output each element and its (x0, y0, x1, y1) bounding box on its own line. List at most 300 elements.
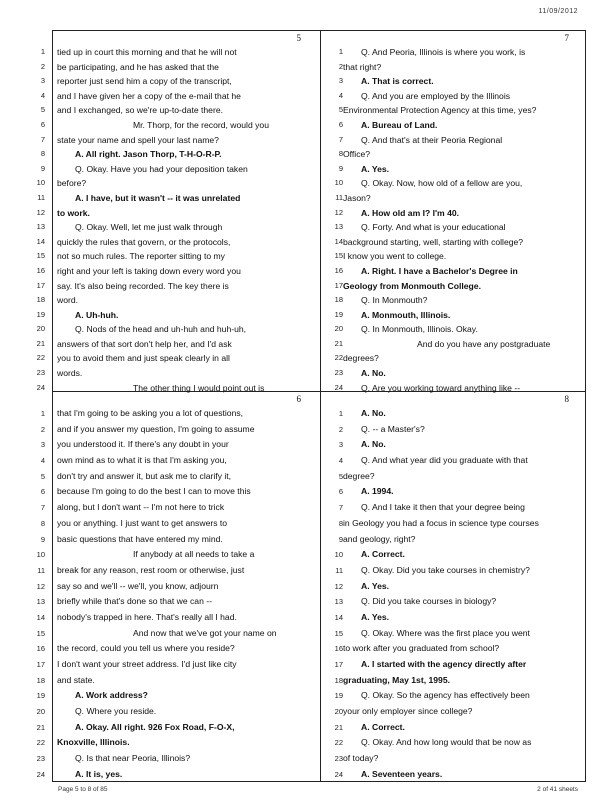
transcript-line (36, 279, 319, 294)
transcript-line (321, 176, 587, 191)
transcript-line (36, 337, 319, 352)
line-text: A. Bureau of Land. (361, 119, 438, 130)
transcript-line (40, 532, 319, 548)
line-number: 2 (40, 61, 45, 71)
line-number: 5 (338, 105, 343, 115)
transcript-line (321, 579, 587, 595)
line-text: A. Yes. (361, 611, 390, 622)
line-number: 10 (36, 178, 45, 188)
line-text: Q. Okay. Well, let me just walk through (75, 222, 223, 233)
transcript-line (321, 366, 587, 381)
line-text: Q. Okay. So the agency has effectively been (361, 690, 530, 701)
line-number: 4 (338, 456, 343, 466)
transcript-line (321, 657, 587, 673)
line-number: 13 (334, 597, 343, 607)
date-stamp: 11/09/2012 (538, 8, 578, 15)
line-number: 10 (334, 550, 343, 560)
page-lines (321, 406, 587, 783)
line-text: not so much rules. The reporter sitting to my (57, 251, 225, 262)
line-number: 21 (334, 338, 343, 348)
transcript-line (36, 235, 319, 250)
line-number: 10 (334, 178, 343, 188)
line-number: 14 (36, 612, 45, 622)
line-number: 5 (338, 471, 343, 481)
line-text: of today? (343, 753, 379, 764)
line-text: A. It is, yes. (75, 768, 123, 779)
line-text: to work after you graduated from school? (343, 643, 500, 654)
line-number: 6 (40, 487, 45, 497)
transcript-line (321, 249, 587, 264)
line-number: 9 (338, 534, 343, 544)
line-text: Q. Okay. Where was the first place you went (361, 627, 530, 638)
transcript-line (36, 641, 319, 657)
line-number: 5 (40, 105, 45, 115)
line-number: 12 (334, 207, 343, 217)
line-number: 6 (338, 119, 343, 129)
transcript-line (40, 45, 319, 60)
transcript-line (36, 657, 319, 673)
transcript-line (321, 688, 587, 704)
transcript-line (37, 563, 319, 579)
line-number: 2 (40, 424, 45, 434)
transcript-line (321, 60, 587, 75)
line-text: A. How old am I? I'm 40. (361, 207, 460, 218)
line-text: A. Yes. (361, 163, 390, 174)
transcript-line (36, 704, 319, 720)
transcript-line (321, 437, 587, 453)
transcript-line (321, 547, 587, 563)
transcript-line (36, 579, 319, 595)
line-number: 8 (338, 518, 343, 528)
line-text: briefly while that's done so that we can -- (57, 596, 212, 607)
line-number: 13 (36, 597, 45, 607)
line-text: Q. Where you reside. (75, 706, 157, 717)
line-text: your only employer since college? (343, 706, 473, 717)
line-number: 9 (40, 534, 45, 544)
line-text: Q. Forty. And what is your educational (361, 222, 506, 233)
transcript-line (321, 206, 587, 221)
transcript-line (36, 688, 319, 704)
line-number: 6 (40, 119, 45, 129)
line-number: 24 (334, 382, 343, 392)
line-text: say. It's also being recorded. The key there is (57, 280, 229, 291)
line-text: Q. And you are employed by the Illinois (361, 90, 511, 101)
line-text: Knoxville, Illinois. (57, 737, 130, 748)
page-number: 6 (296, 394, 301, 404)
line-number: 14 (334, 236, 343, 246)
line-text: A. All right. Jason Thorp, T-H-O-R-P. (75, 149, 222, 160)
line-number: 8 (338, 149, 343, 159)
line-text: Q. And I take it then that your degree being (361, 502, 525, 513)
transcript-line (40, 74, 319, 89)
transcript-line (321, 308, 587, 323)
line-text: Q. And Peoria, Illinois is where you work, is (361, 47, 526, 57)
line-number: 22 (334, 738, 343, 748)
transcript-line (40, 437, 319, 453)
line-text: Q. Are you working toward anything like -- (361, 382, 521, 393)
line-text: state your name and spell your last name? (57, 134, 219, 145)
line-number: 7 (40, 134, 45, 144)
transcript-line (40, 406, 319, 422)
transcript-line (40, 453, 319, 469)
line-number: 4 (40, 90, 45, 100)
line-text: Q. Did you take courses in biology? (361, 596, 497, 607)
transcript-line (40, 469, 319, 485)
line-number: 21 (36, 338, 45, 348)
line-text: Jason? (343, 192, 371, 203)
line-number: 23 (36, 754, 45, 764)
line-text: A. That is correct. (361, 76, 434, 87)
line-text: that right? (343, 61, 382, 72)
line-number: 12 (36, 581, 45, 591)
line-text: and geology, right? (343, 533, 416, 544)
line-number: 19 (36, 309, 45, 319)
line-number: 21 (36, 722, 45, 732)
line-number: 14 (334, 612, 343, 622)
line-number: 17 (334, 660, 343, 669)
transcript-line (36, 673, 319, 689)
transcript-line (36, 547, 319, 563)
transcript-line (321, 133, 587, 148)
transcript-line (321, 118, 587, 133)
transcript-line (321, 767, 587, 783)
line-text: and state. (57, 674, 95, 685)
line-number: 13 (334, 222, 343, 232)
transcript-line (36, 322, 319, 337)
line-number: 3 (40, 440, 45, 450)
line-number: 1 (338, 409, 343, 418)
line-text: nobody's trapped in here. That's really all I had. (57, 611, 237, 622)
line-number: 24 (36, 382, 45, 392)
transcript-line (36, 720, 319, 736)
transcript-line (36, 610, 319, 626)
transcript-line (36, 351, 319, 366)
transcript-line (36, 767, 319, 783)
line-text: Q. In Monmouth? (361, 295, 428, 306)
transcript-line (321, 293, 587, 308)
transcript-line (321, 74, 587, 89)
line-text: and I exchanged, so we're up-to-date there. (57, 105, 223, 116)
transcript-line (36, 626, 319, 642)
line-number: 18 (334, 675, 343, 685)
transcript-line (321, 532, 587, 548)
transcript-line (40, 500, 319, 516)
transcript-line (321, 704, 587, 720)
line-text: A. Okay. All right. 926 Fox Road, F-O-X, (75, 721, 235, 732)
line-number: 7 (338, 503, 343, 513)
line-number: 19 (334, 691, 343, 701)
line-number: 22 (334, 353, 343, 363)
line-number: 1 (338, 47, 343, 56)
line-number: 2 (338, 61, 343, 71)
line-text: Q. Okay. Did you take courses in chemistry? (361, 564, 530, 575)
transcript-line (36, 264, 319, 279)
line-number: 9 (40, 163, 45, 173)
transcript-line (36, 308, 319, 323)
line-number: 11 (37, 565, 45, 575)
transcript-line (321, 45, 587, 60)
transcript-line (321, 220, 587, 235)
line-text: A. Uh-huh. (75, 309, 119, 320)
transcript-line (321, 720, 587, 736)
transcript-line (321, 162, 587, 177)
line-number: 16 (36, 265, 45, 275)
line-text: A. I started with the agency directly after (361, 659, 527, 669)
line-number: 22 (36, 353, 45, 363)
transcript-line (321, 264, 587, 279)
line-number: 11 (37, 192, 45, 202)
line-text: basic questions that have entered my mind. (57, 533, 223, 544)
transcript-line (37, 191, 319, 206)
line-number: 24 (36, 769, 45, 779)
line-text: Office? (343, 149, 371, 160)
transcript-line (321, 626, 587, 642)
line-number: 20 (334, 324, 343, 334)
line-text: before? (57, 178, 87, 189)
line-number: 4 (338, 90, 343, 100)
transcript-page-7 (321, 31, 587, 391)
transcript-line (321, 751, 587, 767)
transcript-line (321, 191, 587, 206)
line-text: graduating, May 1st, 1995. (343, 674, 450, 685)
transcript-page-6 (36, 392, 319, 782)
line-text: the record, could you tell us where you reside? (57, 643, 235, 654)
line-number: 19 (36, 691, 45, 701)
line-text: answers of that sort don't help her, and I'd ask (57, 338, 232, 349)
line-text: A. No. (361, 439, 386, 450)
line-number: 19 (334, 309, 343, 319)
line-text: A. I have, but it wasn't -- it was unrelated (75, 192, 241, 203)
transcript-line (36, 249, 319, 264)
page-lines (321, 45, 587, 395)
line-number: 14 (36, 236, 45, 246)
line-text: Q. Okay. Have you had your deposition taken (75, 163, 248, 174)
line-number: 15 (36, 628, 45, 638)
line-text: Mr. Thorp, for the record, would you (133, 119, 269, 130)
page-number: 8 (564, 394, 569, 404)
line-text: right and your left is taking down every word you (57, 265, 241, 276)
line-text: you to avoid them and just speak clearly in all (57, 353, 230, 364)
line-text: And do you have any postgraduate (417, 338, 551, 349)
transcript-line (321, 279, 587, 294)
page-number: 5 (296, 33, 301, 43)
line-text: Q. Okay. And how long would that be now as (361, 737, 532, 748)
transcript-line (40, 484, 319, 500)
line-number: 6 (338, 487, 343, 497)
transcript-line (321, 516, 587, 532)
transcript-line (321, 469, 587, 485)
transcript-grid (36, 30, 586, 782)
line-text: say so and we'll -- we'll, you know, adjourn (57, 580, 219, 591)
line-number: 11 (335, 565, 343, 575)
page-lines (36, 45, 319, 395)
line-number: 12 (334, 581, 343, 591)
line-text: Environmental Protection Agency at this time, yes? (343, 105, 537, 116)
line-number: 23 (334, 368, 343, 378)
line-number: 20 (334, 707, 343, 717)
line-text: along, but I don't want -- I'm not here to trick (57, 502, 225, 513)
line-number: 2 (338, 424, 343, 434)
line-text: to work. (57, 207, 90, 218)
line-number: 16 (36, 644, 45, 654)
transcript-line (321, 735, 587, 751)
line-number: 16 (334, 265, 343, 275)
line-text: I don't want your street address. I'd just like city (57, 659, 237, 669)
transcript-line (321, 103, 587, 118)
line-text: A. Yes. (361, 580, 390, 591)
line-number: 18 (36, 675, 45, 685)
line-text: and I have given her a copy of the e-mail that he (57, 90, 241, 101)
transcript-line (40, 162, 319, 177)
line-number: 15 (334, 628, 343, 638)
line-number: 20 (36, 324, 45, 334)
line-text: and if you answer my question, I'm going to assume (57, 423, 255, 434)
line-number: 7 (338, 134, 343, 144)
footer-sheet-count: 2 of 41 sheets (537, 786, 578, 793)
line-number: 3 (338, 440, 343, 450)
line-text: you or anything. I just want to get answers to (57, 517, 228, 528)
transcript-line (36, 366, 319, 381)
line-text: I know you went to college. (343, 251, 447, 262)
transcript-line (321, 641, 587, 657)
line-text: tied up in court this morning and that he will not (57, 47, 237, 57)
line-text: A. 1994. (361, 486, 394, 497)
line-text: Q. Nods of the head and uh-huh and huh-uh, (75, 324, 247, 335)
transcript-line (321, 89, 587, 104)
transcript-line (40, 147, 319, 162)
line-text: because I'm going to do the best I can to move this (57, 486, 251, 497)
line-text: word. (57, 295, 79, 306)
transcript-line (321, 484, 587, 500)
transcript-line (40, 103, 319, 118)
line-number: 10 (36, 550, 45, 560)
line-number: 22 (36, 738, 45, 748)
line-text: The other thing I would point out is (133, 382, 265, 393)
line-text: degrees? (343, 353, 379, 364)
line-text: Q. Okay. Now, how old of a fellow are you, (361, 178, 523, 189)
transcript-line (40, 89, 319, 104)
line-number: 13 (36, 222, 45, 232)
line-text: A. No. (361, 408, 386, 418)
transcript-line (36, 206, 319, 221)
transcript-line (321, 500, 587, 516)
line-text: And now that we've got your name on (133, 627, 277, 638)
transcript-line (321, 610, 587, 626)
line-text: Q. And that's at their Peoria Regional (361, 134, 503, 145)
transcript-line (40, 516, 319, 532)
line-number: 17 (334, 280, 343, 290)
line-text: background starting, well, starting with college? (343, 236, 524, 247)
transcript-line (321, 322, 587, 337)
line-text: A. Correct. (361, 721, 405, 732)
transcript-page-5 (36, 31, 319, 393)
line-number: 23 (334, 754, 343, 764)
transcript-line (321, 351, 587, 366)
transcript-line (321, 422, 587, 438)
line-number: 4 (40, 456, 45, 466)
line-number: 9 (338, 163, 343, 173)
transcript-line (321, 235, 587, 250)
line-text: don't try and answer it, but ask me to clarify it, (57, 470, 232, 481)
line-number: 17 (36, 660, 45, 669)
line-text: If anybody at all needs to take a (133, 549, 255, 560)
transcript-line (40, 133, 319, 148)
line-text: that I'm going to be asking you a lot of questions, (57, 408, 244, 418)
line-number: 8 (40, 149, 45, 159)
line-text: words. (57, 368, 83, 379)
transcript-line (321, 673, 587, 689)
line-text: you understood it. If there's any doubt in your (57, 439, 229, 450)
line-number: 15 (36, 251, 45, 261)
line-text: reporter just send him a copy of the transcript, (57, 76, 232, 87)
transcript-line (36, 220, 319, 235)
footer-page-range: Page 5 to 8 of 85 (58, 786, 108, 793)
line-text: in Geology you had a focus in science type courses (343, 517, 539, 528)
line-text: Q. And what year did you graduate with that (361, 455, 528, 466)
transcript-line (321, 337, 587, 352)
transcript-line (40, 60, 319, 75)
line-text: Q. Is that near Peoria, Illinois? (75, 753, 191, 764)
line-number: 15 (334, 251, 343, 261)
line-number: 18 (36, 295, 45, 305)
line-number: 24 (334, 769, 343, 779)
line-number: 16 (334, 644, 343, 654)
line-number: 20 (36, 707, 45, 717)
line-text: Geology from Monmouth College. (343, 280, 481, 291)
line-text: degree? (343, 470, 375, 481)
line-number: 3 (40, 76, 45, 86)
line-number: 17 (36, 280, 45, 290)
line-number: 5 (40, 471, 45, 481)
transcript-line (321, 453, 587, 469)
transcript-line (36, 176, 319, 191)
line-text: be participating, and he has asked that the (57, 61, 219, 72)
line-text: quickly the rules that govern, or the protocols, (57, 236, 231, 247)
line-number: 7 (40, 503, 45, 513)
transcript-line (36, 751, 319, 767)
line-number: 8 (40, 518, 45, 528)
line-text: A. Correct. (361, 549, 405, 560)
line-number: 3 (338, 76, 343, 86)
line-text: Q. -- a Master's? (361, 423, 425, 434)
line-text: own mind as to what it is that I'm asking you, (57, 455, 227, 466)
line-number: 11 (335, 192, 343, 202)
transcript-line (36, 293, 319, 308)
line-number: 1 (40, 409, 45, 418)
page-lines (36, 406, 319, 783)
line-text: A. Seventeen years. (361, 768, 443, 779)
transcript-line (321, 406, 587, 422)
page-number: 7 (564, 33, 569, 43)
transcript-line (321, 147, 587, 162)
line-text: A. Right. I have a Bachelor's Degree in (361, 265, 518, 276)
line-number: 23 (36, 368, 45, 378)
line-number: 1 (40, 47, 45, 56)
line-text: A. Monmouth, Illinois. (361, 309, 451, 320)
line-number: 21 (334, 722, 343, 732)
line-text: A. Work address? (75, 690, 148, 701)
transcript-line (36, 735, 319, 751)
transcript-line (40, 118, 319, 133)
transcript-line (321, 594, 587, 610)
transcript-line (36, 594, 319, 610)
line-text: Q. In Monmouth, Illinois. Okay. (361, 324, 478, 335)
transcript-line (40, 422, 319, 438)
line-text: A. No. (361, 368, 386, 379)
line-number: 12 (36, 207, 45, 217)
transcript-line (321, 563, 587, 579)
transcript-page-8 (321, 392, 587, 782)
